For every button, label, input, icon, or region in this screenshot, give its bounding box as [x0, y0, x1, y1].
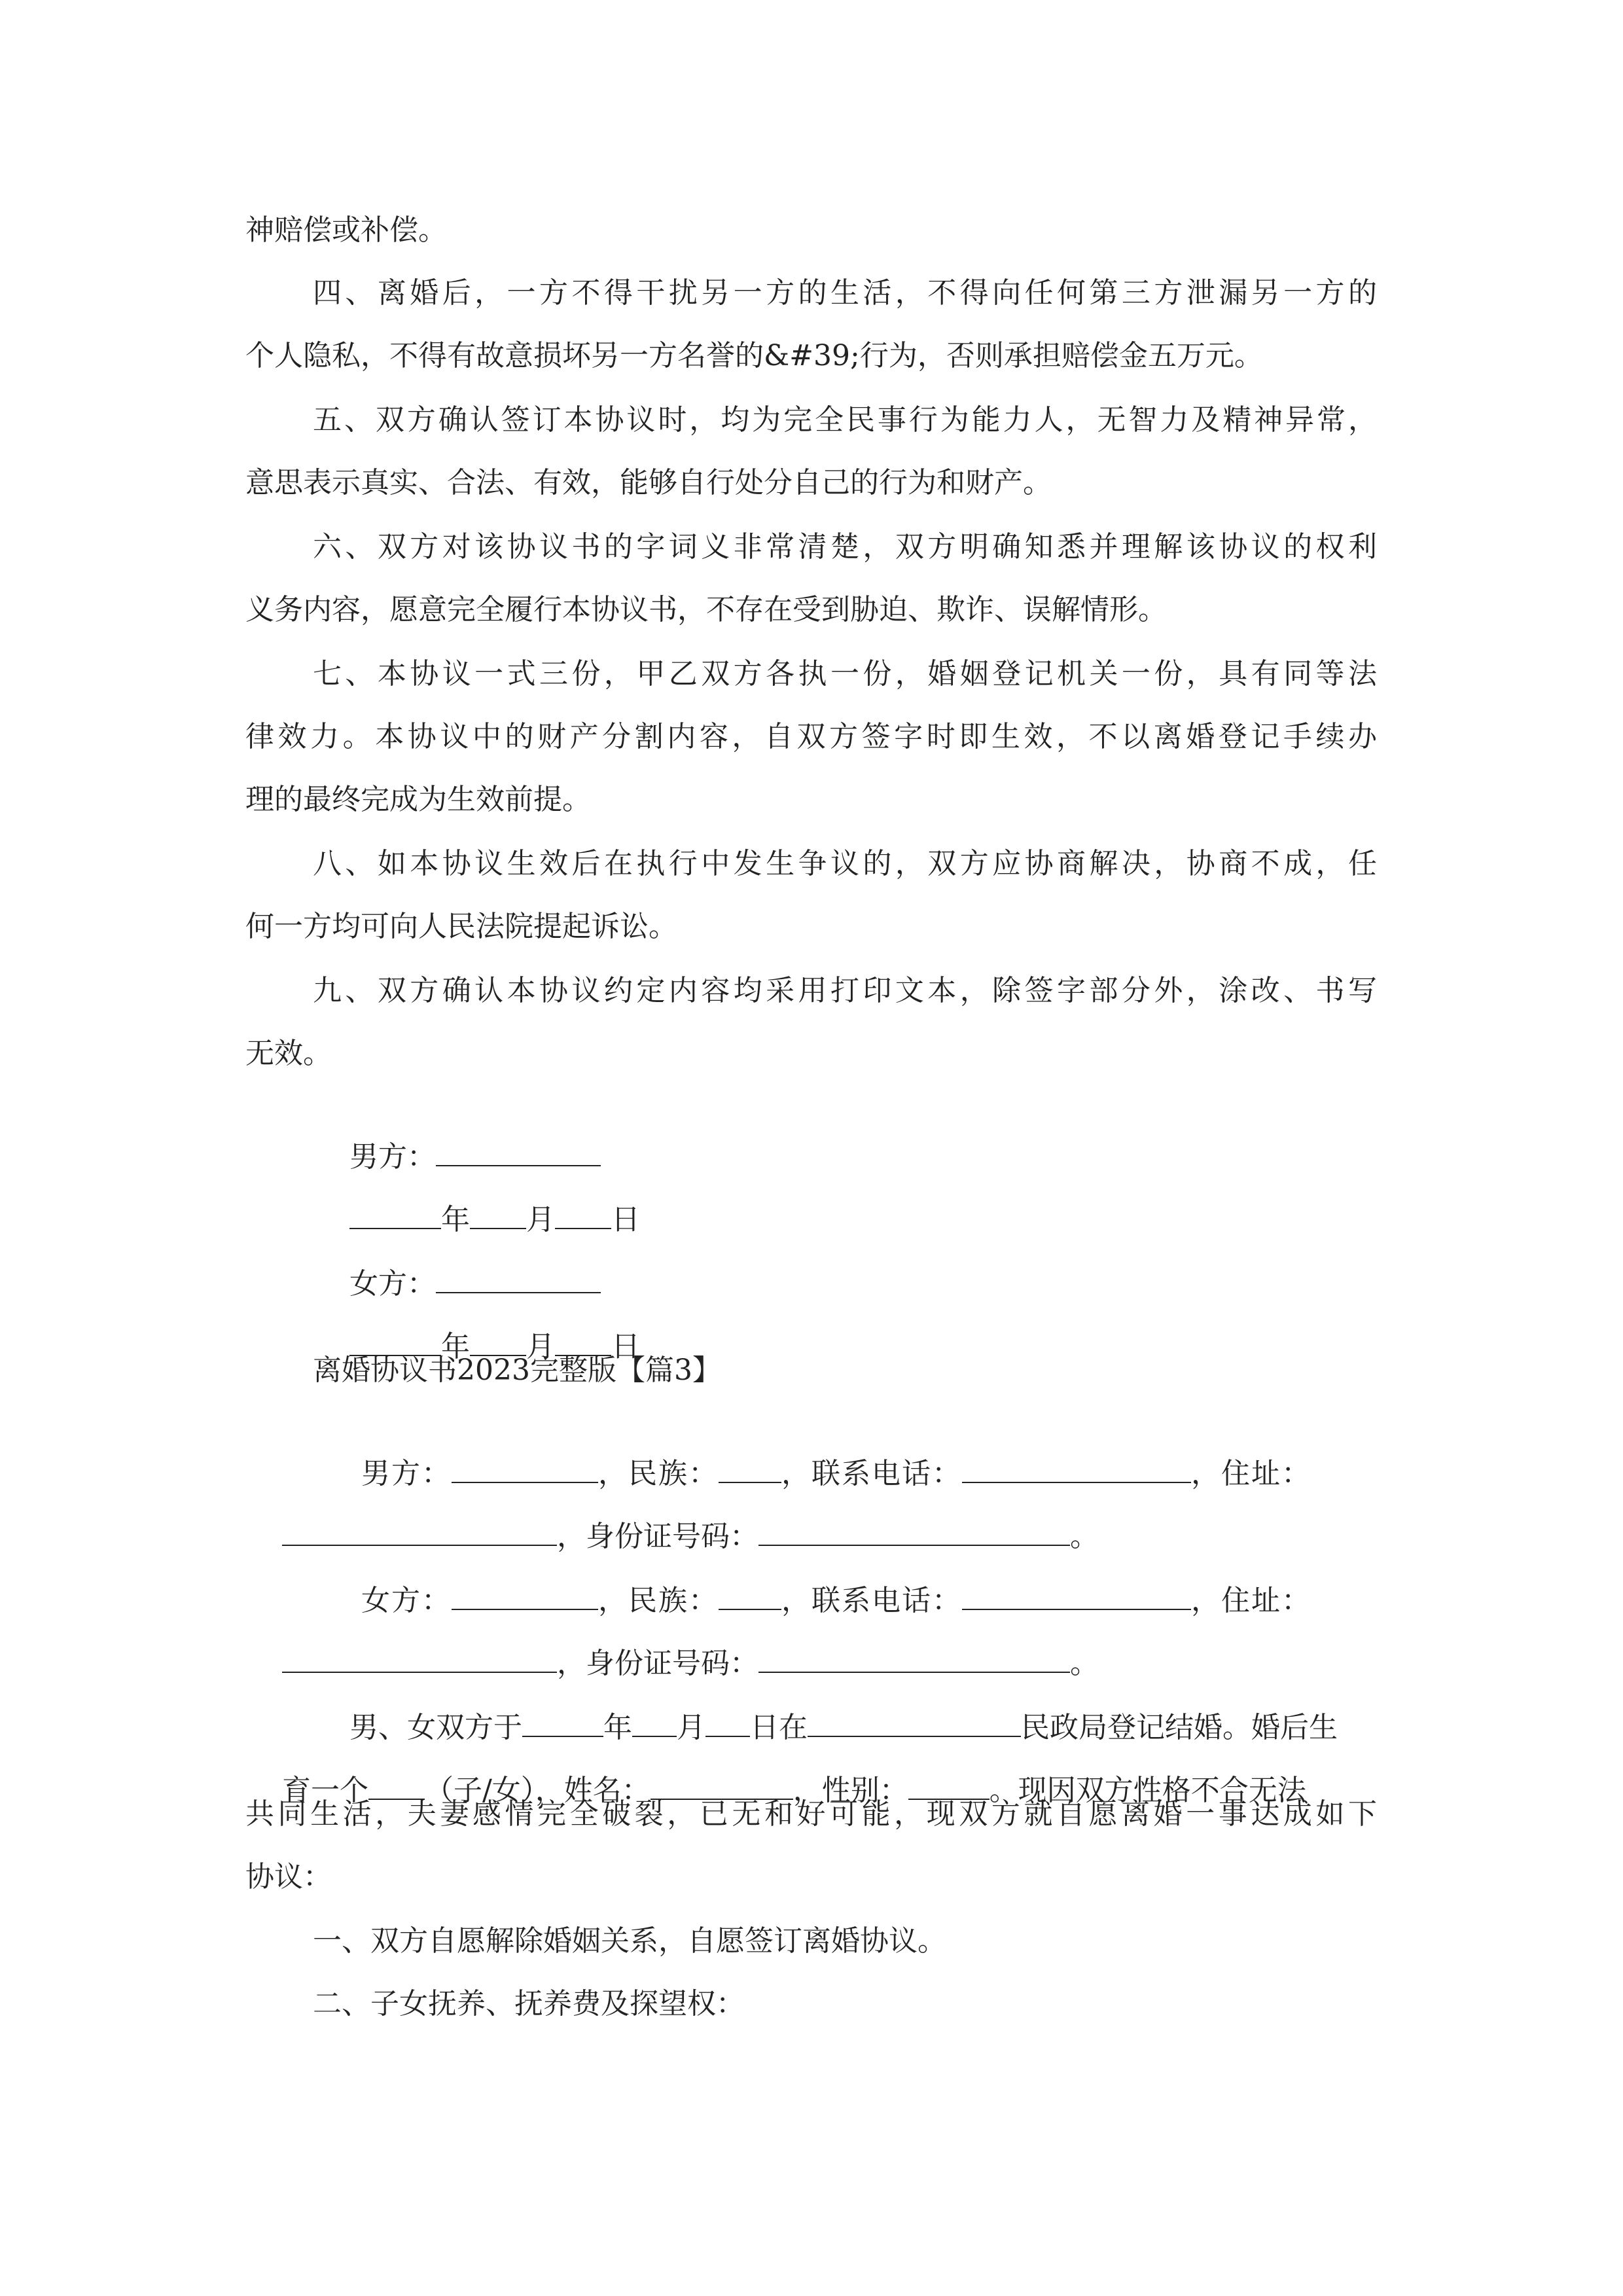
female-date-line: [313, 1289, 640, 1363]
male-date-line: [313, 1162, 640, 1236]
text: 日在: [749, 1711, 808, 1744]
section-title: 离婚协议书2023完整版【篇3】: [313, 1354, 721, 1387]
id-blank[interactable]: [758, 1516, 1070, 1546]
female-signature-line: [313, 1227, 601, 1300]
phone-label: ，联系电话：: [781, 1584, 962, 1617]
paragraph-line: 四、离婚后，一方不得干扰另一方的生活，不得向任何第三方泄漏另一方的: [313, 276, 1377, 310]
text: 。现因双方性格不合无法: [989, 1774, 1306, 1807]
paragraph-line: 五、双方确认签订本协议时，均为完全民事行为能力人，无智力及精神异常，: [313, 403, 1377, 437]
phone-label: ，联系电话：: [781, 1457, 962, 1490]
day-label: 日: [611, 1330, 640, 1363]
female-id-line: [245, 1606, 1099, 1680]
year-label: 年: [440, 1330, 470, 1363]
paragraph-line: 协议：: [245, 1860, 332, 1893]
paragraph-line: 律效力。本协议中的财产分割内容，自双方签字时即生效，不以离婚登记手续办: [245, 720, 1377, 753]
paragraph-line: 七、本协议一式三份，甲乙双方各执一份，婚姻登记机关一份，具有同等法: [313, 657, 1377, 691]
clause-2: 二、子女抚养、抚养费及探望权：: [313, 1987, 745, 2020]
marriage-line-2: [245, 1733, 1306, 1807]
female-signature-label: 女方：: [349, 1267, 436, 1300]
id-label: ，身份证号码：: [556, 1647, 758, 1680]
male-id-line: [245, 1479, 1099, 1553]
id-blank[interactable]: [758, 1643, 1070, 1673]
period: 。: [1069, 1520, 1099, 1553]
paragraph-line: 意思表示真实、合法、有效，能够自行处分自己的行为和财产。: [245, 466, 1052, 499]
text: （子/女），姓名：: [424, 1774, 651, 1807]
day-label: 日: [611, 1203, 640, 1236]
female-party-label: 女方：: [361, 1584, 452, 1617]
address-label: ，住址：: [1190, 1584, 1311, 1617]
text: 男、女双方于: [349, 1711, 522, 1744]
period: 。: [1069, 1647, 1099, 1680]
text: 民政局登记结婚。婚后生: [1020, 1711, 1338, 1744]
paragraph-line: 共同生活，夫妻感情完全破裂，已无和好可能，现双方就自愿离婚一事达成如下: [245, 1797, 1377, 1831]
month-label: 月: [526, 1203, 555, 1236]
address-blank[interactable]: [282, 1643, 557, 1673]
paragraph-line: 何一方均可向人民法院提起诉讼。: [245, 910, 677, 943]
id-label: ，身份证号码：: [556, 1520, 758, 1553]
male-signature-label: 男方：: [349, 1140, 436, 1174]
address-blank[interactable]: [282, 1516, 557, 1546]
paragraph-line: 神赔偿或补偿。: [245, 213, 447, 247]
paragraph-line: 无效。: [245, 1037, 332, 1070]
paragraph-line: 义务内容，愿意完全履行本协议书，不存在受到胁迫、欺诈、误解情形。: [245, 593, 1167, 626]
male-party-line: [319, 1416, 1311, 1490]
day-blank[interactable]: [555, 1199, 611, 1229]
paragraph-line: 九、双方确认本协议约定内容均采用打印文本，除签字部分外，涂改、书写: [313, 974, 1377, 1007]
text: 育一个: [281, 1774, 368, 1807]
year-blank[interactable]: [349, 1199, 441, 1229]
clause-1: 一、双方自愿解除婚姻关系，自愿签订离婚协议。: [313, 1924, 946, 1958]
year-label: 年: [440, 1203, 470, 1236]
female-party-line: [319, 1543, 1311, 1617]
male-signature-line: [313, 1100, 601, 1174]
address-label: ，住址：: [1190, 1457, 1311, 1490]
text: 年: [603, 1711, 632, 1744]
paragraph-line: 理的最终完成为生效前提。: [245, 783, 591, 816]
ethnic-label: ，民族：: [597, 1457, 719, 1490]
paragraph-line: 八、如本协议生效后在执行中发生争议的，双方应协商解决，协商不成，任: [313, 847, 1377, 880]
paragraph-line: 个人隐私，不得有故意损坏另一方名誉的&#39;行为，否则承担赔偿金五万元。: [245, 339, 1263, 372]
text: ，性别：: [793, 1774, 908, 1807]
month-blank[interactable]: [470, 1199, 526, 1229]
marriage-line-1: [313, 1670, 1338, 1744]
month-label: 月: [526, 1330, 555, 1363]
male-party-label: 男方：: [361, 1457, 452, 1490]
ethnic-label: ，民族：: [597, 1584, 719, 1617]
text: 月: [676, 1711, 705, 1744]
paragraph-line: 六、双方对该协议书的字词义非常清楚，双方明确知悉并理解该协议的权利: [313, 530, 1377, 564]
